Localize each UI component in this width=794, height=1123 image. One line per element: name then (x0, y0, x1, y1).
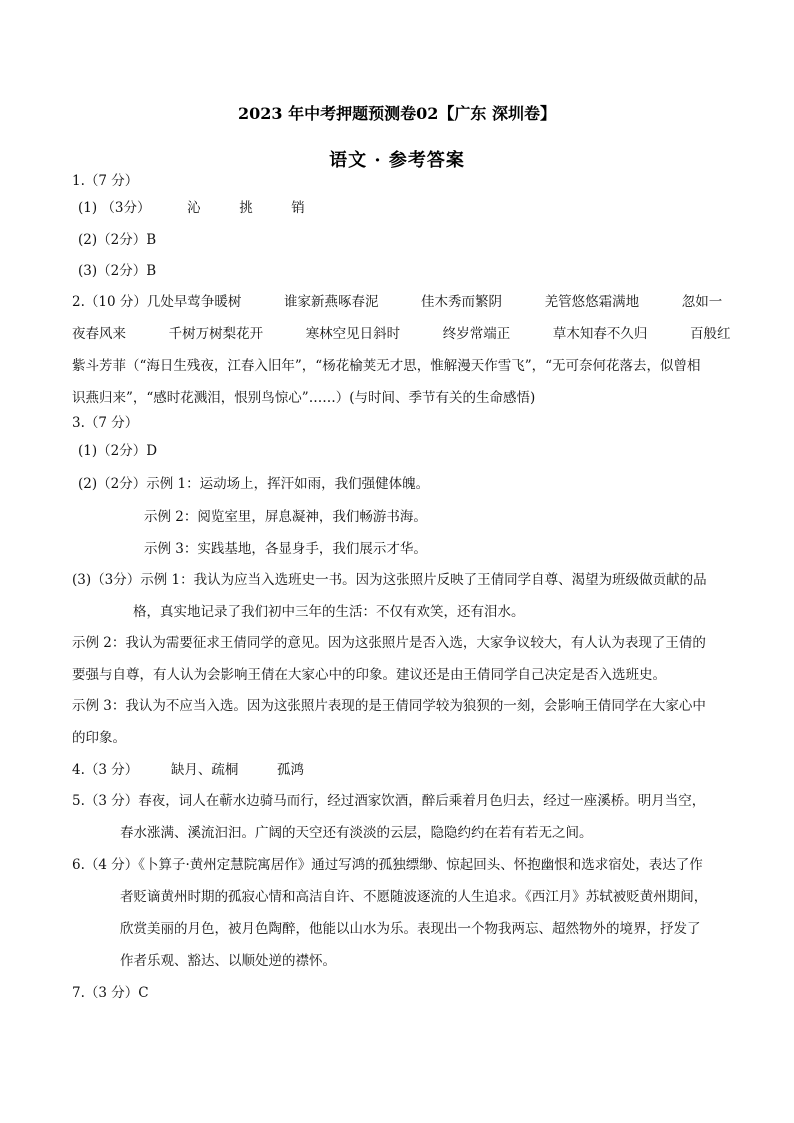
q2-row2 (72, 325, 730, 343)
q1-part1-label: (1) （3分） (78, 200, 151, 216)
q3-part3-example1: (3)（3分）示例 1：我认为应当入选班史一书。因为这张照片反映了王倩同学自尊、渴望为班级做贡献的品 (72, 572, 707, 588)
q6-line2: 者贬谪黄州时期的孤寂心情和高洁自许、不愿随波逐流的人生追求。《西江月》苏轼被贬黄州期间， (120, 889, 708, 905)
q2-row1-item: 忽如一 (681, 294, 723, 310)
q5-line2: 春水涨满、溪流汩汩。广阔的天空还有淡淡的云层，隐隐约约在若有若无之间。 (120, 825, 593, 841)
document-title: 2023 年中考押题预测卷02【广东 深圳卷】 (238, 104, 556, 123)
q4-answer-b: 孤鸿 (276, 762, 304, 778)
q2-row2-item: 终岁常端正 (442, 326, 511, 342)
q2-row3: 紫斗芳菲（“海日生残夜，江春入旧年”，“杨花榆荚无才思，惟解漫天作雪飞”，“无可奈何花落去，似曾相 (72, 358, 701, 374)
document-subtitle: 语文 · 参考答案 (329, 150, 465, 171)
q6-line1: 6.（4 分）《卜算子·黄州定慧院寓居作》通过写鸿的孤独缥缈、惊起回头、怀抱幽恨和选求宿处，表达了作 (72, 857, 703, 873)
q4-label: 4.（3 分） (72, 762, 139, 778)
q5-line1: 5.（3 分）春夜，词人在蕲水边骑马而行，经过酒家饮酒，醉后乘着月色归去，经过一座溪桥。明月当空， (72, 793, 706, 809)
q1-header: 1.（7 分） (72, 173, 139, 189)
q2-row2-item: 夜春风来 (72, 326, 126, 342)
q3-part3-example3: 示例 3：我认为不应当入选。因为这张照片表现的是王倩同学较为狼狈的一刻，会影响王倩同学在大家心中 (72, 698, 706, 714)
q2-row2-item: 千树万树梨花开 (168, 326, 264, 342)
q1-part1-answer-c: 销 (291, 200, 305, 216)
q3-part3-example3-cont: 的印象。 (72, 730, 126, 746)
q3-part2-example2: 示例 2：阅览室里，屏息凝神，我们畅游书海。 (144, 509, 427, 525)
q3-part2-example1: (2)（2分）示例 1：运动场上，挥汗如雨，我们强健体魄。 (78, 476, 430, 492)
q2-row2-item: 草木知春不久归 (552, 326, 648, 342)
q7-answer: 7.（3 分）C (72, 985, 149, 1001)
q6-line3: 欣赏美丽的月色，被月色陶醉，他能以山水为乐。表现出一个物我两忘、超然物外的境界，抒发了 (120, 921, 701, 937)
q2-row1-item: 谁家新燕啄春泥 (283, 294, 379, 310)
q1-part3: (3)（2分）B (78, 263, 157, 279)
q3-part1: (1)（2分）D (78, 443, 158, 459)
q3-header: 3.（7 分） (72, 415, 139, 431)
q1-part1 (78, 199, 305, 217)
q4-answer (72, 761, 304, 779)
q2-row2-item: 寒林空见日斜时 (305, 326, 401, 342)
q1-part1-answer-a: 沁 (187, 200, 201, 216)
q3-part3-example2: 示例 2：我认为需要征求王倩同学的意见。因为这张照片是否入选，大家争议较大，有人认为表现了王倩的 (72, 635, 706, 651)
q3-part3-example2-cont: 要强与自尊，有人认为会影响王倩在大家心中的印象。建议还是由王倩同学自己决定是否入选班史。 (72, 667, 666, 683)
q4-answer-a: 缺月、疏桐 (170, 762, 239, 778)
q3-part3-example1-cont: 格，真实地记录了我们初中三年的生活：不仅有欢笑，还有泪水。 (133, 604, 525, 620)
q2-row4: 识燕归来”，“感时花溅泪，恨别鸟惊心”……）(与时间、季节有关的生命感悟) (72, 390, 536, 406)
q2-row1-item: 2.（10 分）几处早莺争暖树 (72, 294, 242, 310)
q1-part1-answer-b: 挑 (239, 200, 253, 216)
q1-part2: (2)（2分）B (78, 232, 157, 248)
q2-row2-item: 百般红 (689, 326, 731, 342)
q3-part2-example3: 示例 3：实践基地，各显身手，我们展示才华。 (144, 541, 427, 557)
q2-row1 (72, 293, 722, 311)
q2-row1-item: 佳木秀而繁阴 (421, 294, 503, 310)
q2-row1-item: 羌管悠悠霜满地 (544, 294, 640, 310)
q6-line4: 作者乐观、豁达、以顺处逆的襟怀。 (120, 953, 336, 969)
